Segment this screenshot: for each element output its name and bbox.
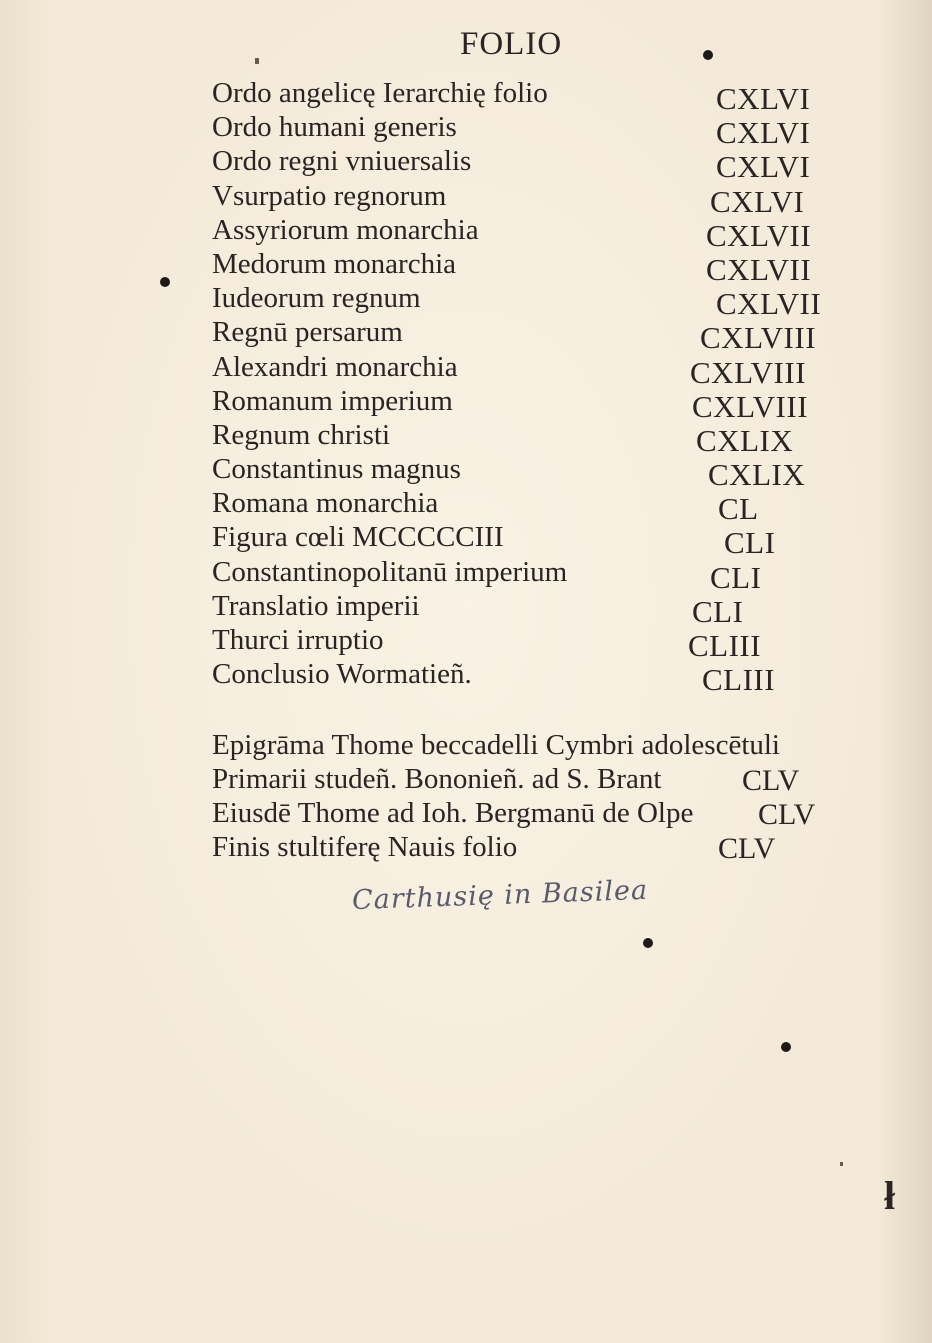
toc-folio: CXLVIII: [690, 354, 807, 390]
toc-row: [212, 384, 862, 424]
toc-folio: CXLVII: [706, 217, 812, 253]
toc-folio: CXLVIII: [700, 320, 817, 356]
toc-title: Thurci irruptio: [212, 624, 384, 656]
toc-folio: CXLVI: [716, 81, 811, 116]
epigram-line: [212, 762, 852, 796]
toc-row: [212, 179, 862, 219]
ink-dot: [781, 1042, 791, 1052]
toc-title: Regnum christi: [212, 418, 391, 451]
toc-row: [212, 247, 862, 287]
epigram-folio: CLV: [742, 764, 800, 797]
toc-row: [212, 589, 862, 629]
toc-title: Constantinopolitanū imperium: [212, 555, 568, 588]
epigram-section: [212, 728, 852, 864]
toc-folio: CLIII: [688, 628, 762, 663]
toc-folio: CLI: [724, 525, 776, 561]
table-of-contents: [212, 76, 862, 698]
toc-title: Medorum monarchia: [212, 247, 457, 280]
toc-folio: CXLVI: [716, 115, 811, 151]
toc-title: Regnū persarum: [212, 316, 403, 349]
epigram-title: Epigrāma Thome beccadelli Cymbri adolescētuli: [212, 729, 780, 761]
toc-row: [212, 657, 862, 698]
toc-title: Vsurpatio regnorum: [212, 179, 447, 212]
page-edge-mark: ł: [884, 1173, 896, 1218]
ink-dot: [643, 938, 653, 948]
toc-row: [212, 213, 862, 253]
paper-speck: [840, 1162, 843, 1166]
toc-row: [212, 315, 862, 356]
toc-folio: CXLIX: [708, 457, 806, 493]
toc-title: Figura cœli MCCCCCIII: [212, 521, 504, 554]
toc-row: [212, 350, 862, 390]
page-header: FOLIO: [460, 26, 563, 62]
paper-speck: [255, 58, 259, 64]
toc-row: [212, 623, 862, 663]
toc-row: [212, 486, 862, 527]
toc-title: Iudeorum regnum: [212, 282, 421, 315]
toc-folio: CXLVIII: [692, 388, 809, 424]
epigram-folio: CLV: [758, 798, 816, 831]
toc-folio: CXLVII: [706, 251, 812, 287]
toc-title: Ordo regni vniuersalis: [212, 145, 472, 178]
toc-folio: CXLVII: [716, 286, 822, 322]
epigram-title: Finis stultiferę Nauis folio: [212, 831, 518, 863]
toc-row: [212, 555, 862, 595]
toc-title: Romana monarchia: [212, 487, 439, 520]
toc-row: [212, 110, 862, 151]
toc-title: Translatio imperii: [212, 589, 420, 622]
toc-title: Ordo angelicę Ierarchię folio: [212, 77, 548, 109]
toc-row: [212, 281, 862, 322]
epigram-title: Primarii studeñ. Bononieñ. ad S. Brant: [212, 763, 662, 795]
toc-title: Constantinus magnus: [212, 453, 461, 486]
handwritten-ownership-note: Carthusię in Basilea: [351, 874, 649, 917]
toc-folio: CXLVI: [710, 183, 805, 219]
toc-folio: CL: [718, 491, 759, 527]
toc-title: Romanum imperium: [212, 384, 453, 417]
ink-dot: [703, 50, 713, 60]
toc-folio: CXLIX: [696, 422, 794, 458]
epigram-line: [212, 830, 852, 864]
toc-folio: CLI: [710, 559, 762, 595]
toc-row: [212, 418, 862, 458]
ink-dot: [160, 277, 170, 287]
toc-row: [212, 76, 862, 116]
toc-title: Assyriorum monarchia: [212, 213, 479, 246]
toc-row: [212, 452, 862, 493]
toc-folio: CLI: [692, 593, 744, 629]
toc-title: Conclusio Wormatieñ.: [212, 658, 472, 691]
epigram-line: [212, 796, 852, 830]
toc-folio: CXLVI: [716, 149, 811, 185]
toc-folio: CLIII: [702, 662, 776, 698]
toc-row: [212, 520, 862, 561]
epigram-title: Eiusdē Thome ad Ioh. Bergmanū de Olpe: [212, 797, 694, 829]
epigram-folio: CLV: [718, 832, 776, 865]
toc-title: Ordo humani generis: [212, 111, 457, 144]
epigram-line: [212, 728, 852, 762]
toc-row: [212, 144, 862, 185]
toc-title: Alexandri monarchia: [212, 350, 458, 383]
